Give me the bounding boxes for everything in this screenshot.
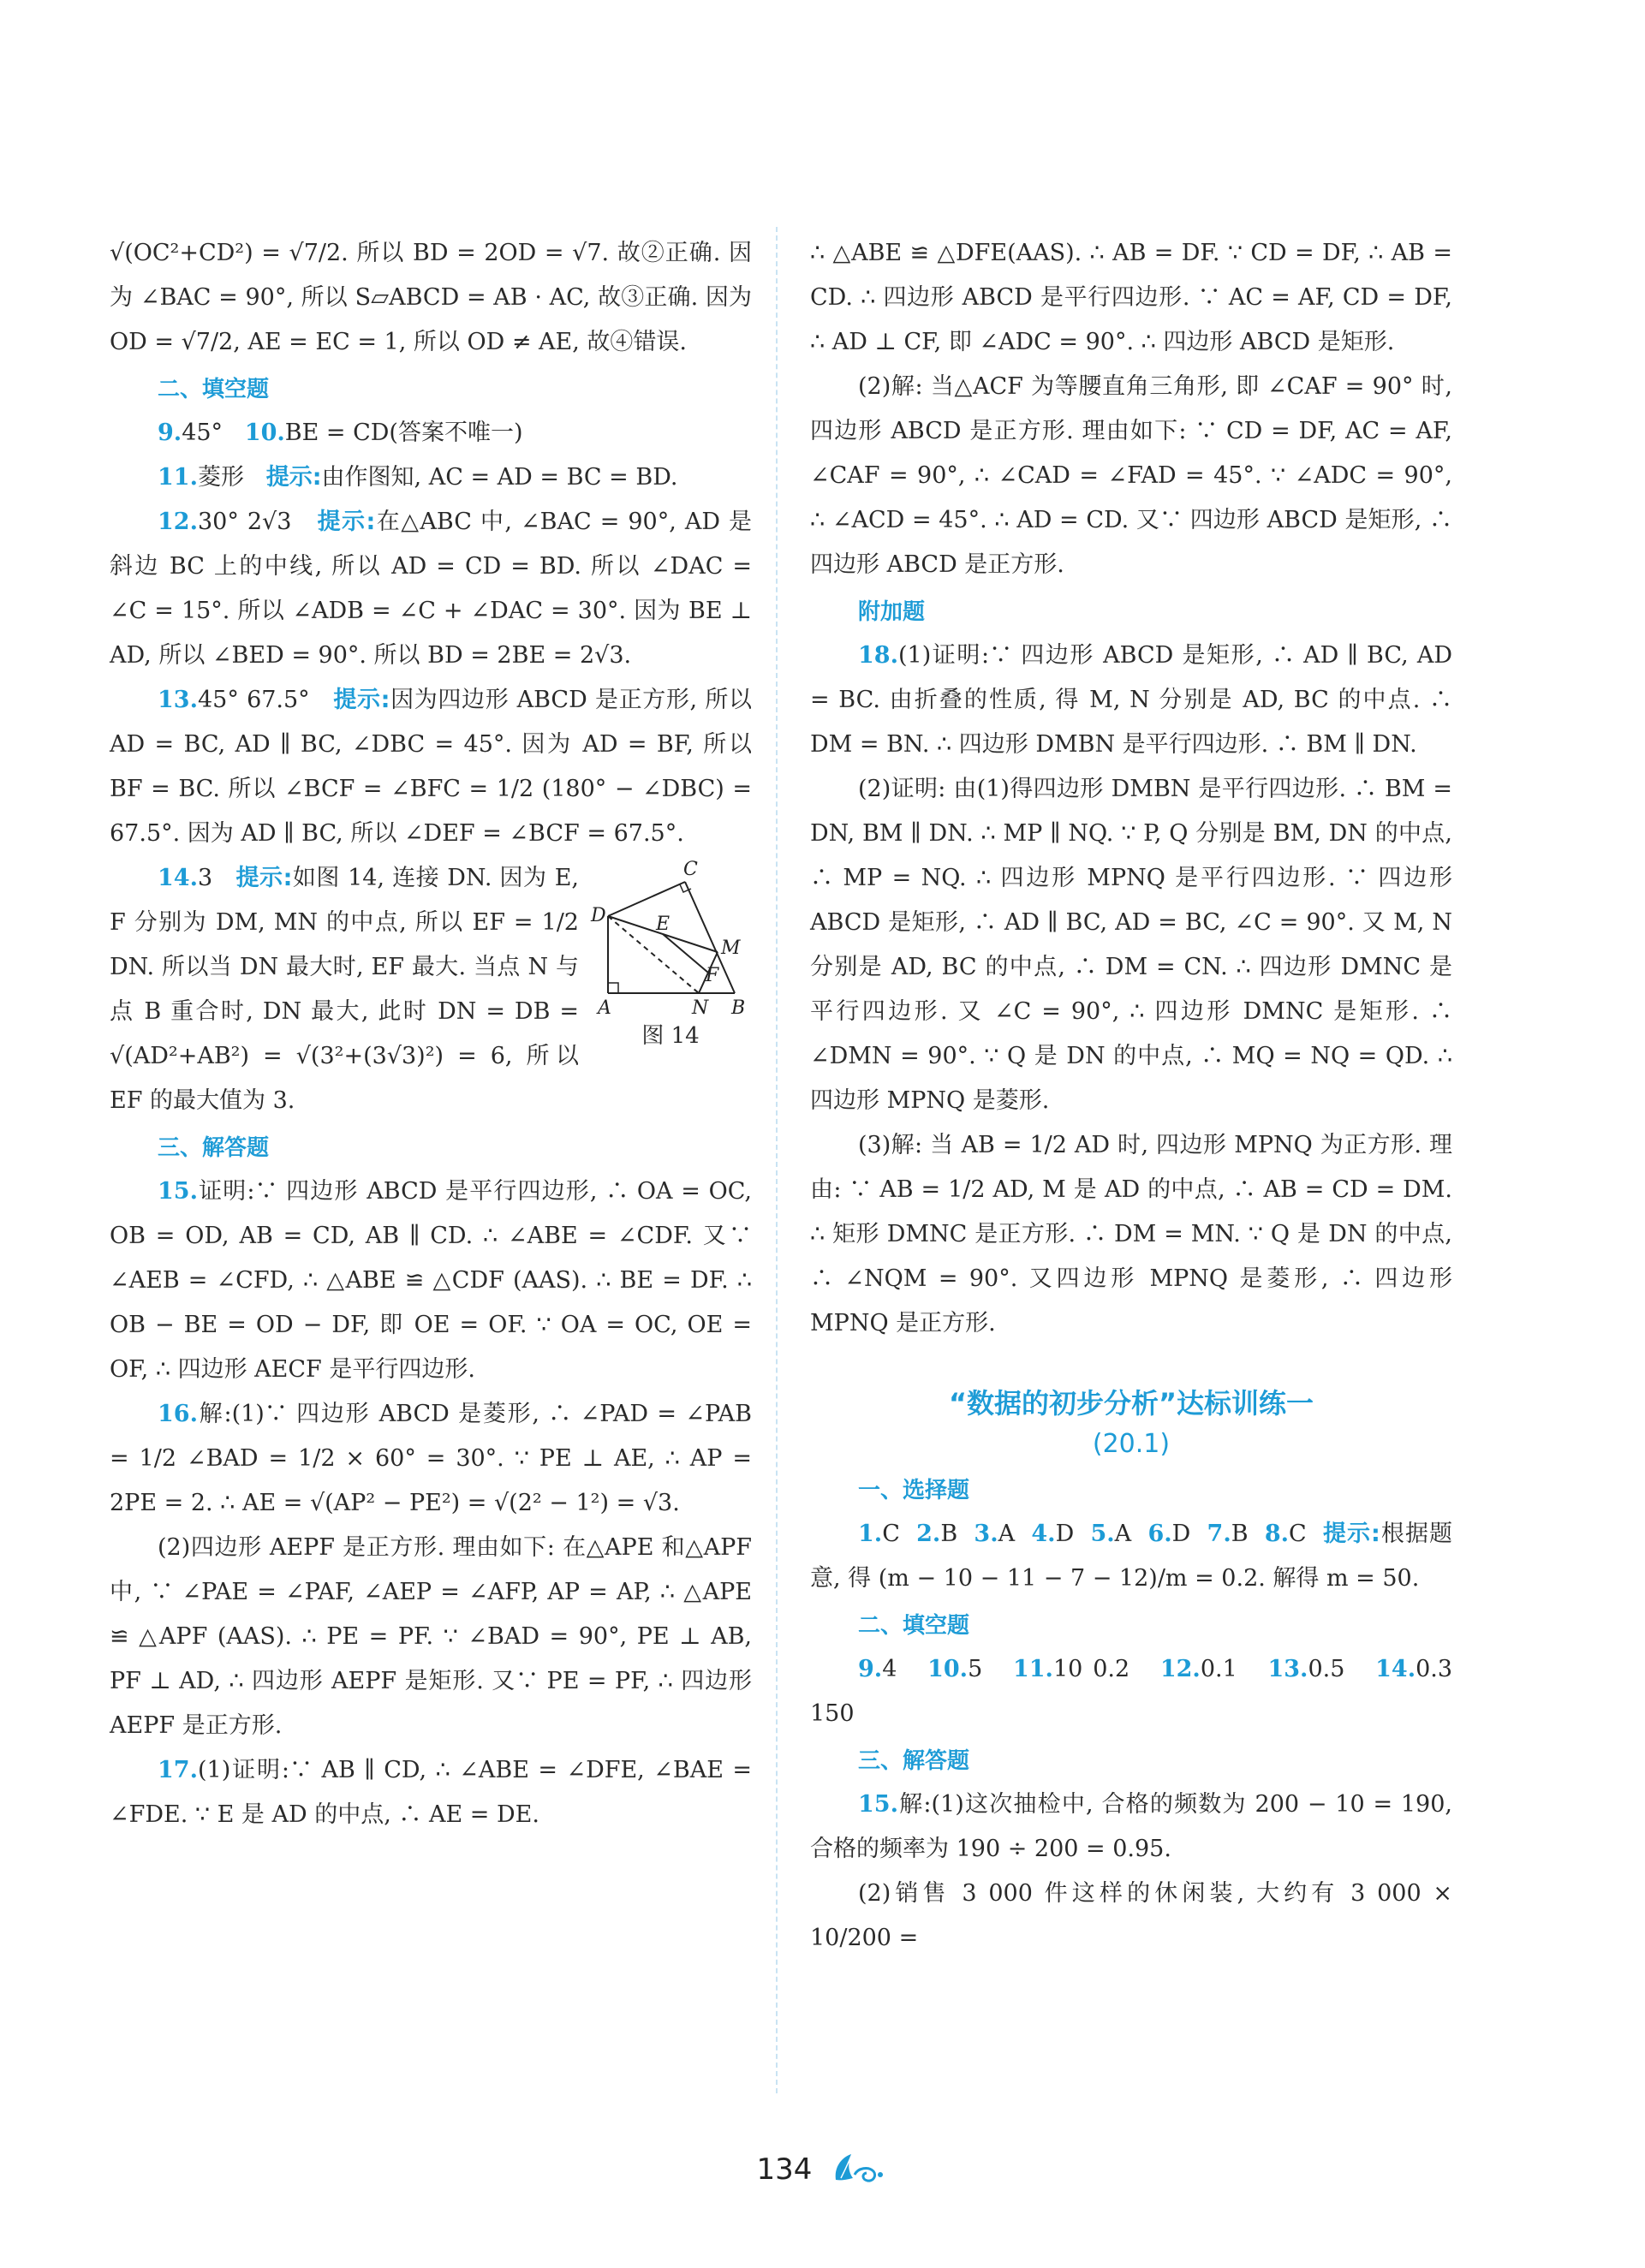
question-number: 11. <box>158 464 198 491</box>
answer-15-part2: (2)销售 3 000 件这样的休闲装, 大约有 3 000 × 10/200 = <box>810 1880 1452 1951</box>
answer-15-part1 <box>810 1783 1452 1872</box>
section-heading-fill: 二、填空题 <box>158 377 270 402</box>
unit-title: “数据的初步分析”达标训练一 <box>948 1387 1314 1420</box>
question-number: 15. <box>858 1791 898 1818</box>
section-heading-choice: 一、选择题 <box>858 1478 970 1503</box>
hint-text: 如图 14, 连接 DN. 因为 E, F 分别为 DM, MN 的中点, 所以 EF = 1/2 DN. 所以当 DN 最大时, EF 最大. 当点 N 与点 B 重合时, DN 最大, 此时 DN = DB = √(AD²+AB²) = √(3²+(3√3)²) = 6, 所以 EF 的最大值为 3. <box>110 865 579 1114</box>
question-number: 15. <box>158 1178 198 1205</box>
fill-item: 14.0.3 150 <box>810 1656 1453 1727</box>
question-number: 10. <box>244 420 285 446</box>
fill-item: 12.0.1 <box>1159 1656 1237 1682</box>
choice-answers <box>810 1512 1452 1601</box>
fill-item: 13.0.5 <box>1267 1656 1345 1682</box>
answer-text: 证明:∵ 四边形 ABCD 是平行四边形, ∴ OA = OC, OB = OD, AB = CD, AB ∥ CD. ∴ ∠ABE = ∠CDF. 又∵ ∠AEB = ∠CFD, ∴ △ABE ≌ △CDF (AAS). ∴ BE = DF. ∴ OB − BE = OD − DF, 即 OE = OF. ∵ OA = OC, OE = OF, ∴ 四边形 AECF 是平行四边形. <box>110 1178 752 1383</box>
answer-text: 3 <box>197 865 213 891</box>
answer-18-part1 <box>810 634 1452 767</box>
label-F: F <box>706 965 719 986</box>
label-D: D <box>591 905 606 926</box>
answer-16-part2: (2)四边形 AEPF 是正方形. 理由如下: 在△APE 和△APF 中, ∵ ∠PAE = ∠PAF, ∠AEP = ∠AFP, AP = AP, ∴ △APE ≌ △APF (AAS). ∴ PE = PF. ∵ ∠BAD = 90°, PE ⊥ AB, PF ⊥ AD, ∴ 四边形 AEPF 是矩形. 又∵ PE = PF, ∴ 四边形 AEPF 是正方形. <box>110 1534 752 1739</box>
leaf-swirl-icon <box>829 2149 889 2190</box>
label-N: N <box>692 997 709 1019</box>
label-M: M <box>721 938 741 959</box>
section-heading-solve: 三、解答题 <box>158 1135 270 1161</box>
answer-text: 解:(1)∵ 四边形 ABCD 是菱形, ∴ ∠PAD = ∠PAB = 1/2 ∠BAD = 1/2 × 60° = 30°. ∵ PE ⊥ AE, ∴ AP = 2PE = 2. ∴ AE = √(AP² − PE²) = √(2² − 1²) = √3. <box>110 1401 752 1516</box>
answer-17-part1 <box>110 1748 752 1837</box>
answer-text: 菱形 <box>197 464 244 491</box>
choice-item: 7.B <box>1207 1521 1249 1547</box>
fill-item: 11.10 0.2 <box>1012 1656 1130 1682</box>
choice-item: 2.B <box>916 1521 958 1547</box>
answer-text: 45° <box>182 420 224 446</box>
section-heading-solve: 三、解答题 <box>858 1748 970 1774</box>
hint-label: 提示: <box>317 509 376 535</box>
answer-18-part3: (3)解: 当 AB = 1/2 AD 时, 四边形 MPNQ 为正方形. 理由: ∵ AB = 1/2 AD, M 是 AD 的中点, ∴ AB = CD = DM. ∴ 矩形 DMNC 是正方形. ∴ DM = MN. ∵ Q 是 DN 的中点, ∴ ∠NQM = 90°. 又四边形 MPNQ 是菱形, ∴ 四边形 MPNQ 是正方形. <box>810 1132 1452 1336</box>
column-divider <box>776 227 778 2093</box>
answer-13 <box>110 678 752 856</box>
hint-text: 根据题意, 得 (m − 10 − 11 − 7 − 12)/m = 0.2. 解得 m = 50. <box>810 1521 1452 1592</box>
label-E: E <box>656 914 671 935</box>
continuation-paragraph: ∴ △ABE ≌ △DFE(AAS). ∴ AB = DF. ∵ CD = DF, ∴ AB = CD. ∴ 四边形 ABCD 是平行四边形. ∵ AC = AF, CD = DF, ∴ AD ⊥ CF, 即 ∠ADC = 90°. ∴ 四边形 ABCD 是矩形. <box>810 240 1452 355</box>
hint-label: 提示: <box>235 865 293 891</box>
answer-16-part1 <box>110 1392 752 1526</box>
answer-text: (1)证明:∵ AB ∥ CD, ∴ ∠ABE = ∠DFE, ∠BAE = ∠FDE. ∵ E 是 AD 的中点, ∴ AE = DE. <box>110 1757 752 1828</box>
hint-label: 提示: <box>333 687 390 713</box>
answer-text: (1)证明:∵ 四边形 ABCD 是矩形, ∴ AD ∥ BC, AD = BC. 由折叠的性质, 得 M, N 分别是 AD, BC 的中点. ∴ DM = BN. ∴ 四边形 DMBN 是平行四边形. ∴ BM ∥ DN. <box>810 642 1452 758</box>
page-footer <box>0 2149 1645 2190</box>
hint-label: 提示: <box>1322 1521 1380 1547</box>
fill-answers <box>810 1647 1452 1736</box>
figure-14 <box>589 856 752 1053</box>
answer-15 <box>110 1170 752 1392</box>
choice-item: 1.C <box>858 1521 900 1547</box>
question-number: 16. <box>158 1401 198 1427</box>
question-number: 9. <box>158 420 182 446</box>
question-number: 14. <box>158 865 198 891</box>
answer-11 <box>110 455 752 500</box>
hint-text: 由作图知, AC = AD = BC = BD. <box>321 464 678 491</box>
page-number: 134 <box>756 2152 813 2187</box>
label-A: A <box>598 997 611 1019</box>
geometry-diagram <box>589 856 752 1019</box>
left-column <box>110 231 752 1837</box>
hint-text: 因为四边形 ABCD 是正方形, 所以 AD = BC, AD ∥ BC, ∠DBC = 45°. 因为 AD = BF, 所以 BF = BC. 所以 ∠BCF = ∠BFC = 1/2 (180° − ∠DBC) = 67.5°. 因为 AD ∥ BC, 所以 ∠DEF = ∠BCF = 67.5°. <box>110 687 752 847</box>
fill-item: 9.4 <box>858 1656 897 1682</box>
choice-item: 6.D <box>1147 1521 1191 1547</box>
right-column <box>810 231 1452 1961</box>
choice-item: 8.C <box>1264 1521 1307 1547</box>
hint-text: 在△ABC 中, ∠BAC = 90°, AD 是斜边 BC 上的中线, 所以 AD = CD = BD. 所以 ∠DAC = ∠C = 15°. 所以 ∠ADB = ∠C + ∠DAC = 30°. 因为 BE ⊥ AD, 所以 ∠BED = 90°. 所以 BD = 2BE = 2√3. <box>110 509 753 669</box>
question-number: 13. <box>158 687 198 713</box>
section-heading-fill: 二、填空题 <box>858 1613 970 1639</box>
question-number: 17. <box>158 1757 198 1783</box>
answer-12 <box>110 500 752 678</box>
answer-17-part2: (2)解: 当△ACF 为等腰直角三角形, 即 ∠CAF = 90° 时, 四边形 ABCD 是正方形. 理由如下: ∵ CD = DF, AC = AF, ∠CAF = 90°, ∴ ∠CAD = ∠FAD = 45°. ∵ ∠ADC = 90°, ∴ ∠ACD = 45°. ∴ AD = CD. 又∵ 四边形 ABCD 是矩形, ∴ 四边形 ABCD 是正方形. <box>810 373 1452 578</box>
choice-item: 4.D <box>1031 1521 1075 1547</box>
section-heading-extra: 附加题 <box>858 599 926 625</box>
answer-14 <box>110 856 752 1123</box>
answer-text: 45° 67.5° <box>197 687 310 713</box>
answer-18-part2: (2)证明: 由(1)得四边形 DMBN 是平行四边形. ∴ BM = DN, BM ∥ DN. ∴ MP ∥ NQ. ∵ P, Q 分别是 BM, DN 的中点, ∴ MP = NQ. ∴ 四边形 MPNQ 是平行四边形. ∵ 四边形 ABCD 是矩形, ∴ AD ∥ BC, AD = BC, ∠C = 90°. 又 M, N 分别是 AD, BC 的中点, ∴ DM = CN. ∴ 四边形 DMNC 是平行四边形. 又 ∠C = 90°, ∴ 四边形 DMNC 是矩形. ∴ ∠DMN = 90°. ∵ Q 是 DN 的中点, ∴ MQ = NQ = QD. ∴ 四边形 MPNQ 是菱形. <box>810 776 1452 1114</box>
fill-item: 10.5 <box>927 1656 983 1682</box>
answer-text: 30° 2√3 <box>197 509 292 535</box>
label-B: B <box>731 997 746 1019</box>
question-number: 12. <box>158 509 198 535</box>
choice-item: 3.A <box>974 1521 1016 1547</box>
continuation-paragraph: √(OC²+CD²) = √7/2. 所以 BD = 2OD = √7. 故②正确. 因为 ∠BAC = 90°, 所以 S▱ABCD = AB · AC, 故③正确. 因为 OD = √7/2, AE = EC = 1, 所以 OD ≠ AE, 故④错误. <box>110 240 752 355</box>
choice-item: 5.A <box>1090 1521 1132 1547</box>
question-number: 18. <box>858 642 898 669</box>
answer-text: BE = CD(答案不唯一) <box>284 420 523 446</box>
figure-caption: 图 14 <box>641 1023 700 1049</box>
answer-text: 解:(1)这次抽检中, 合格的频数为 200 − 10 = 190, 合格的频率为 190 ÷ 200 = 0.95. <box>810 1791 1452 1862</box>
hint-label: 提示: <box>265 464 322 491</box>
label-C: C <box>683 859 698 880</box>
answer-9-10 <box>110 411 752 455</box>
unit-subtitle: (20.1) <box>1092 1429 1171 1459</box>
